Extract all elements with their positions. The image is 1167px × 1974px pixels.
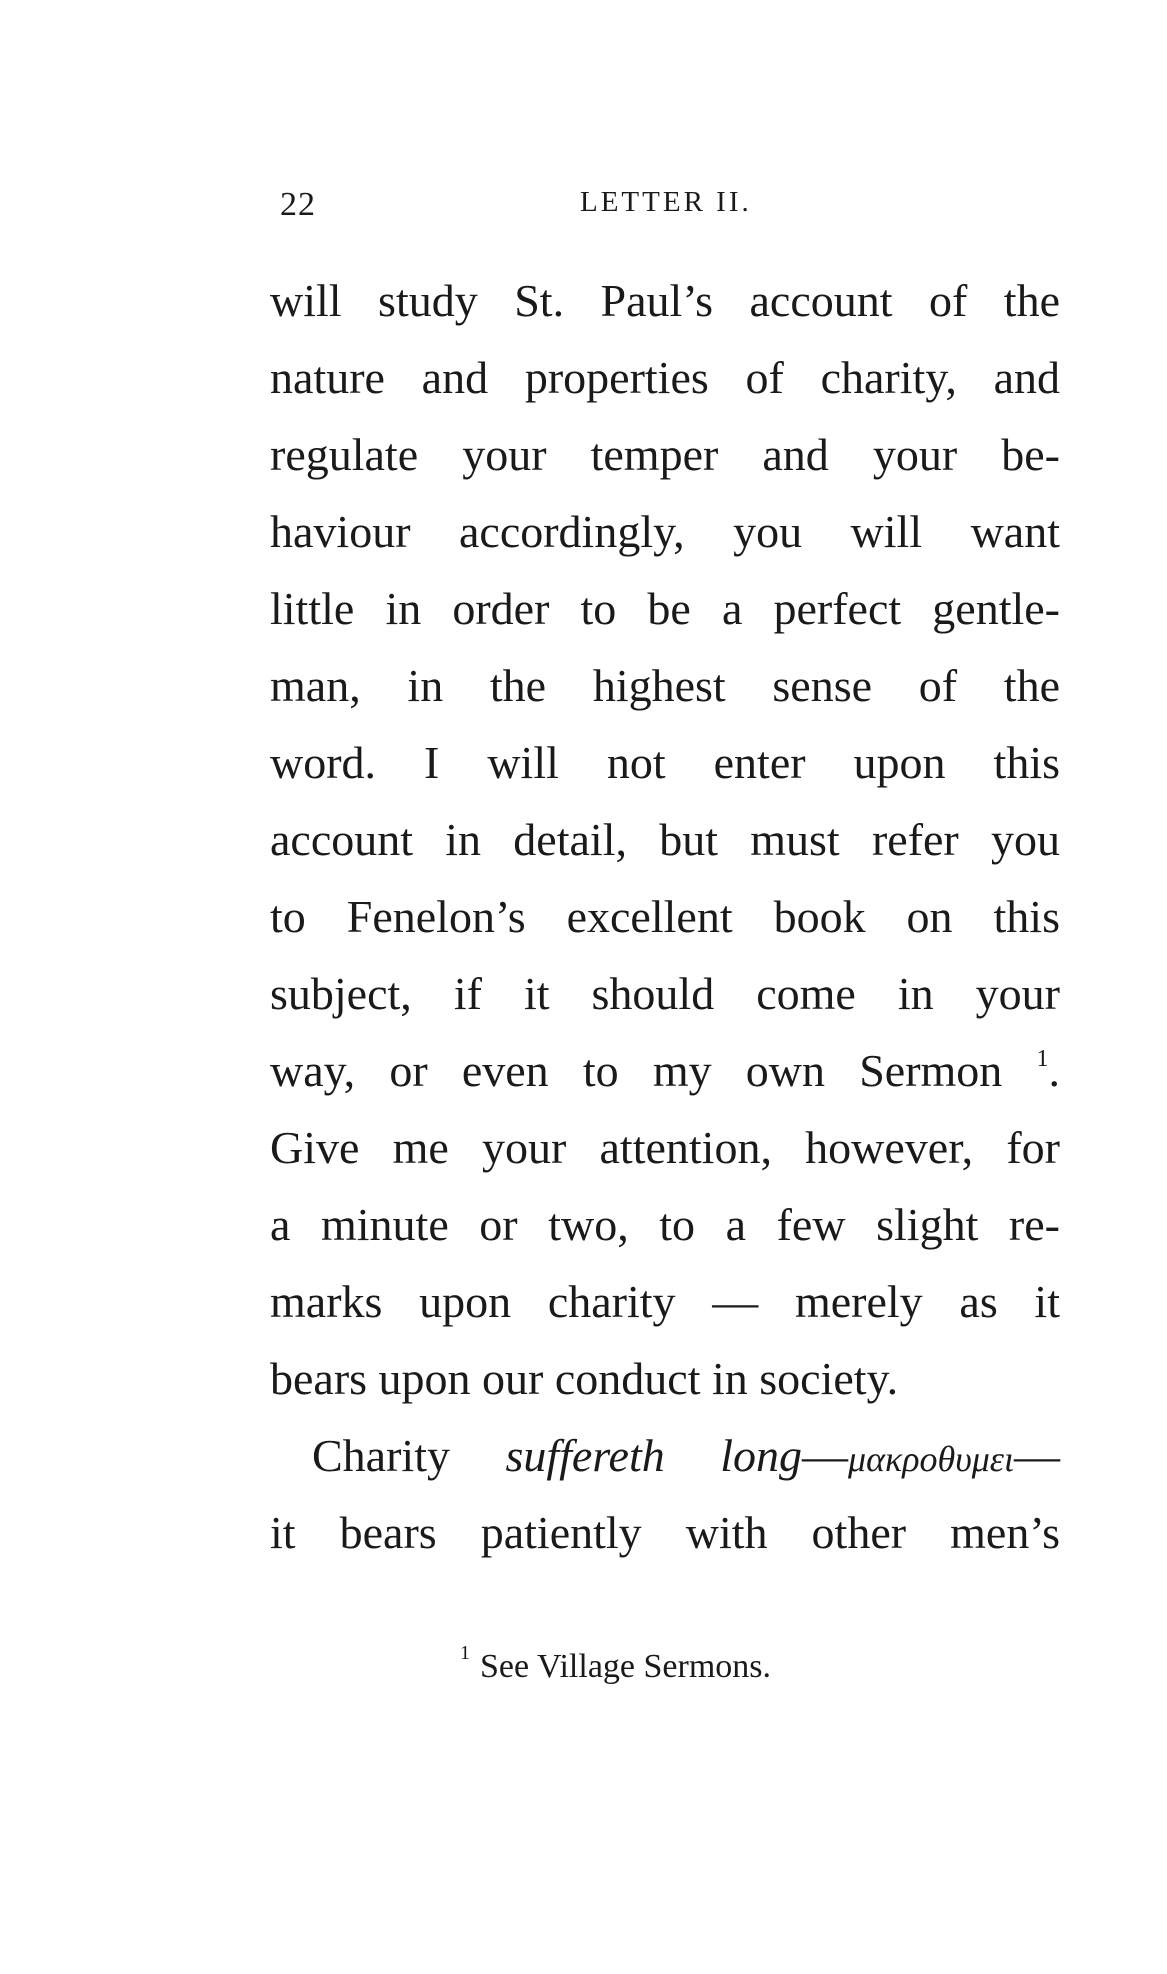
italic-phrase: suffereth long (505, 1430, 802, 1481)
footnote-marker: 1 (460, 1641, 470, 1664)
charity-paragraph-line (270, 1417, 1060, 1494)
text-line: nature and properties of charity, and (270, 352, 1060, 403)
sermon-text: way, or even to my own Sermon (270, 1045, 1003, 1096)
text-line: haviour accordingly, you will want (270, 506, 1060, 557)
greek-word: μακροθυμει (848, 1439, 1014, 1479)
text-line: subject, if it should come in your (270, 968, 1060, 1019)
dash: — (802, 1430, 848, 1481)
text-line: little in order to be a perfect gentle- (270, 583, 1060, 634)
footnote (460, 1641, 772, 1686)
text-line: will study St. Paul’s account of the (270, 275, 1060, 326)
text-line: Give me your attention, however, for (270, 1122, 1060, 1173)
footnote-text: See Village Sermons. (480, 1648, 772, 1685)
text-line: bears upon our conduct in society. (270, 1353, 899, 1404)
body-text (270, 262, 1060, 1571)
running-title: LETTER II. (580, 186, 752, 218)
page-header (280, 186, 800, 246)
text-line: it bears patiently with other men’s (270, 1507, 1060, 1558)
text-line: man, in the highest sense of the (270, 660, 1060, 711)
text-line: word. I will not enter upon this (270, 737, 1060, 788)
text-line: regulate your temper and your be- (270, 429, 1060, 480)
text-line-sermon (270, 1032, 1060, 1109)
dash: — (1014, 1430, 1060, 1481)
charity-word: Charity (312, 1430, 450, 1481)
footnote-reference: 1 (1036, 1045, 1049, 1072)
text-line: marks upon charity — merely as it (270, 1276, 1060, 1327)
text-line: a minute or two, to a few slight re- (270, 1199, 1060, 1250)
text-line: to Fenelon’s excellent book on this (270, 891, 1060, 942)
text-line: account in detail, but must refer you (270, 814, 1060, 865)
page-number: 22 (280, 186, 316, 223)
sermon-period: . (1048, 1045, 1060, 1096)
